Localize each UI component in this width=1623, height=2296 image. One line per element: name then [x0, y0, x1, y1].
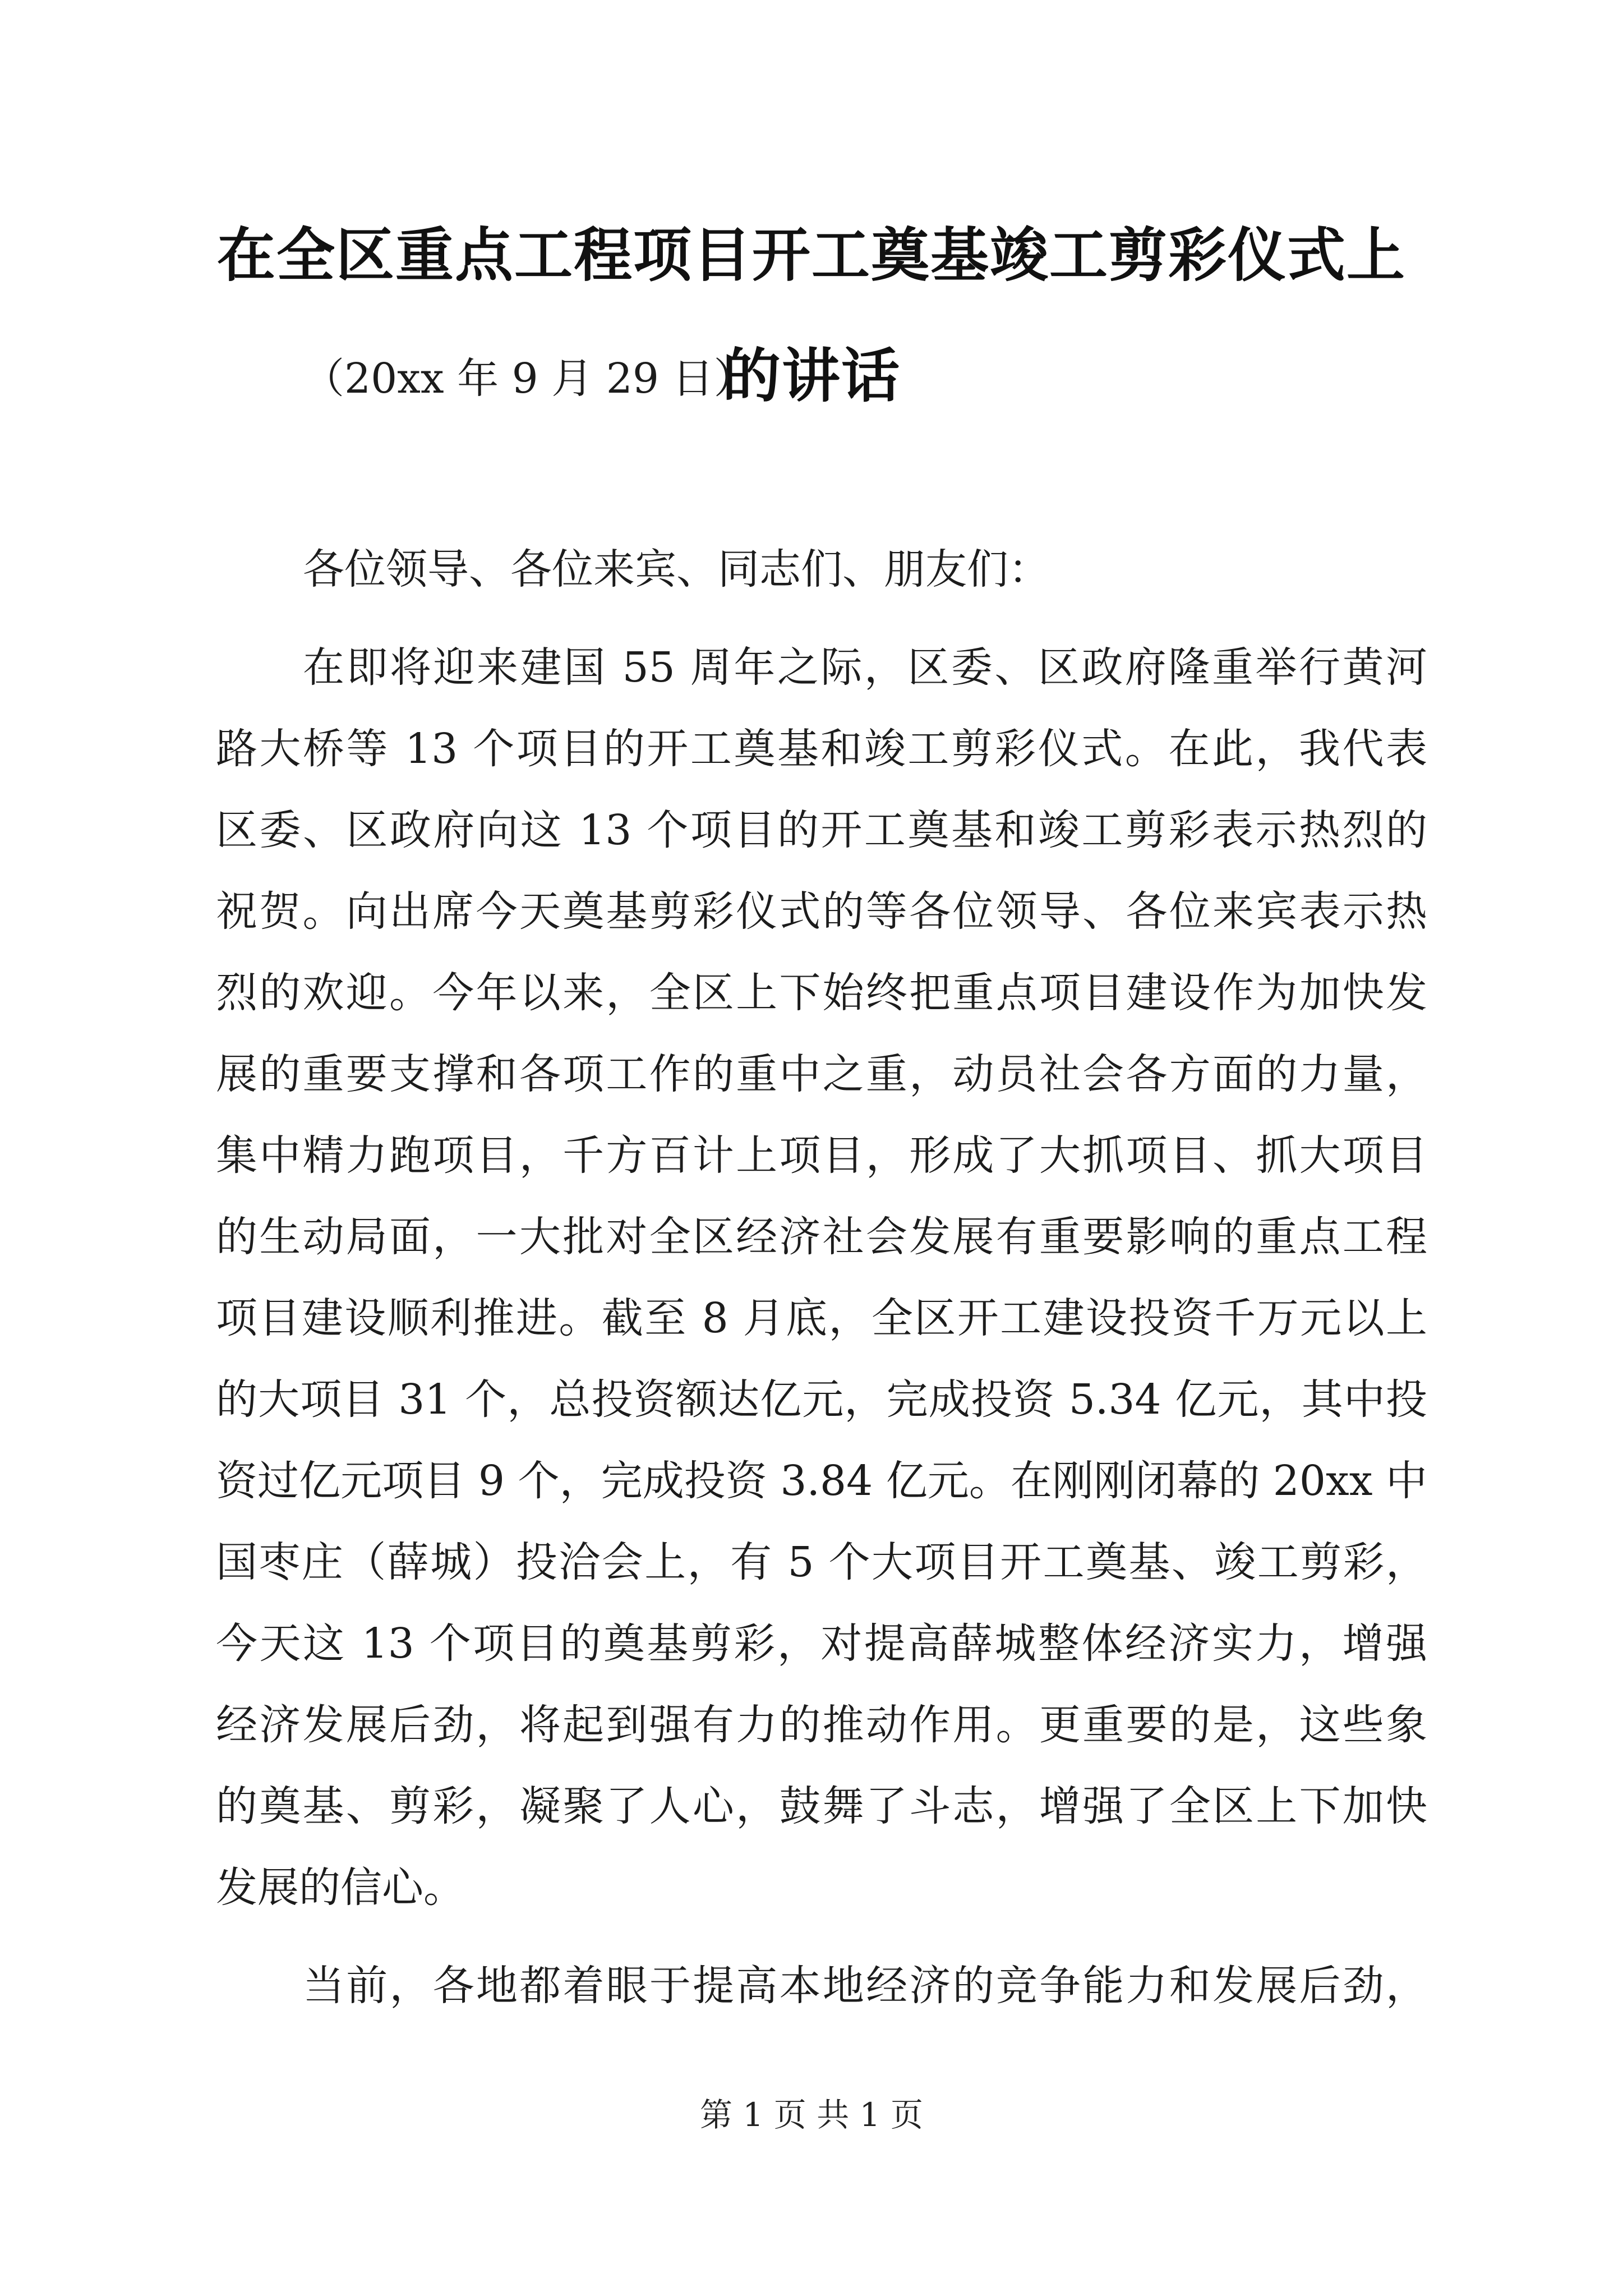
paragraph-1-line: 经济发展后劲，将起到强有力的推动作用。更重要的是，这些象: [216, 1701, 1427, 1749]
paragraph-1-line: 的生动局面，一大批对全区经济社会发展有重要影响的重点工程: [216, 1213, 1427, 1261]
paragraph-1-line: 路大桥等 13 个项目的开工奠基和竣工剪彩仪式。在此，我代表: [216, 725, 1427, 773]
document-title-line-1: 在全区重点工程项目开工奠基竣工剪彩仪式上: [216, 220, 1406, 289]
paragraph-1-line: 烈的欢迎。今年以来，全区上下始终把重点项目建设作为加快发: [216, 969, 1427, 1017]
paragraph-1-line: 集中精力跑项目，千方百计上项目，形成了大抓项目、抓大项目: [216, 1131, 1427, 1180]
page-footer: 第 1 页 共 1 页: [700, 2096, 923, 2134]
paragraph-1-line: 国枣庄（薛城）投洽会上，有 5 个大项目开工奠基、竣工剪彩，: [216, 1538, 1427, 1586]
paragraph-1-line: 发展的信心。: [216, 1864, 465, 1912]
document-title-line-2: 的讲话: [722, 341, 901, 410]
paragraph-1-line: 的奠基、剪彩，凝聚了人心，鼓舞了斗志，增强了全区上下加快: [216, 1782, 1427, 1830]
paragraph-2-line: 当前，各地都着眼于提高本地经济的竞争能力和发展后劲，: [303, 1962, 1427, 2010]
speech-date: （20xx 年 9 月 29 日）: [303, 355, 755, 403]
paragraph-1-line: 区委、区政府向这 13 个项目的开工奠基和竣工剪彩表示热烈的: [216, 806, 1427, 854]
salutation: 各位领导、各位来宾、同志们、朋友们：: [303, 545, 1050, 593]
paragraph-1-line: 的大项目 31 个，总投资额达亿元，完成投资 5.34 亿元，其中投: [216, 1375, 1427, 1424]
paragraph-1-line: 今天这 13 个项目的奠基剪彩，对提高薛城整体经济实力，增强: [216, 1619, 1427, 1668]
paragraph-1-line: 项目建设顺利推进。截至 8 月底，全区开工建设投资千万元以上: [216, 1294, 1427, 1342]
paragraph-1-line: 展的重要支撑和各项工作的重中之重，动员社会各方面的力量，: [216, 1050, 1427, 1098]
paragraph-1-line: 祝贺。向出席今天奠基剪彩仪式的等各位领导、各位来宾表示热: [216, 887, 1427, 936]
paragraph-1-line: 资过亿元项目 9 个，完成投资 3.84 亿元。在刚刚闭幕的 20xx 中: [216, 1457, 1427, 1505]
paragraph-1-line: 在即将迎来建国 55 周年之际，区委、区政府隆重举行黄河: [303, 643, 1427, 692]
